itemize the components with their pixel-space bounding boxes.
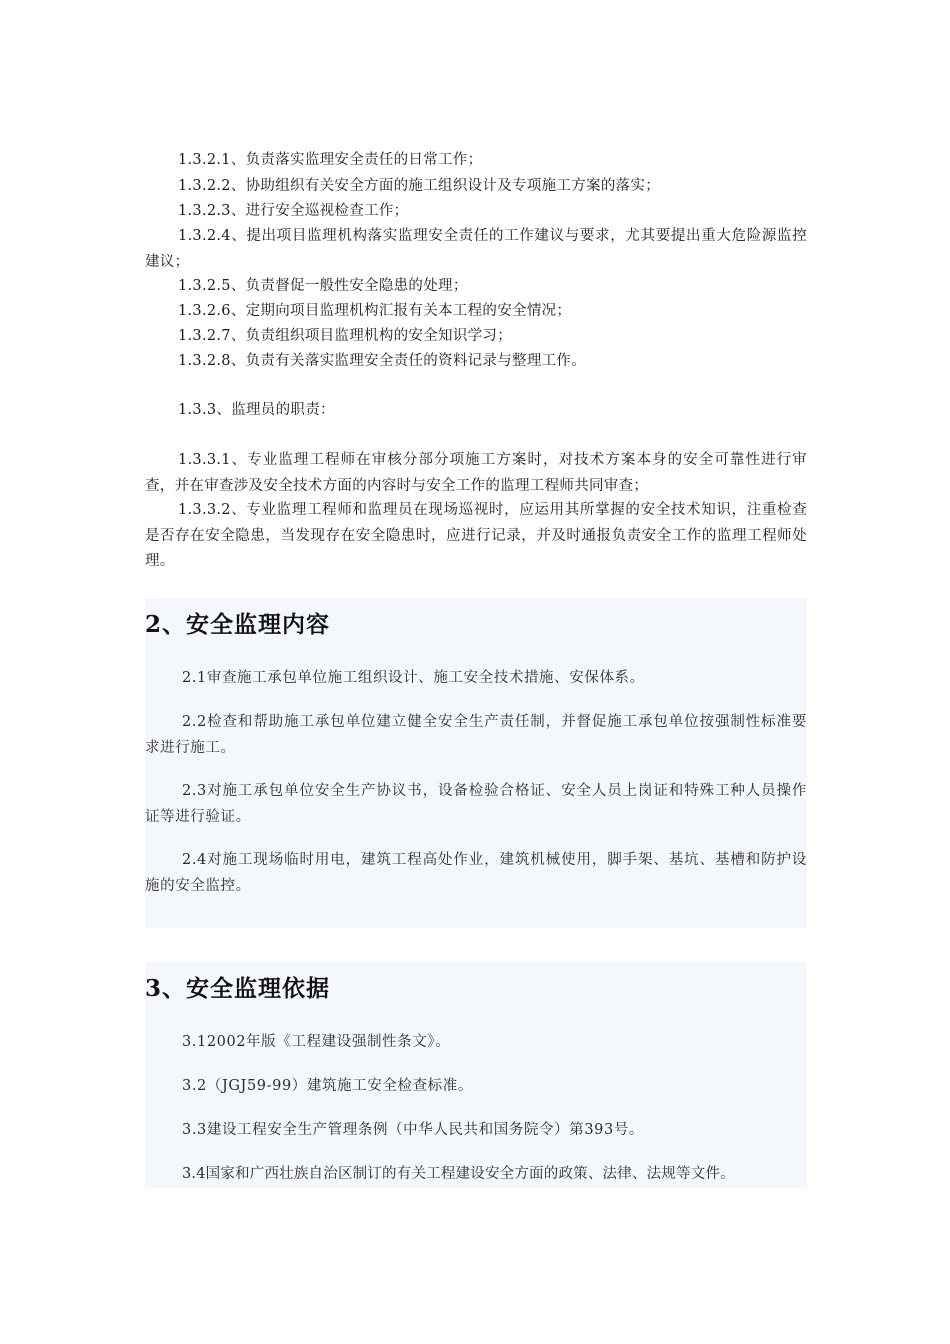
section2-title: 2、安全监理内容 [145, 611, 331, 638]
clause-1-3-2-1: 1.3.2.1、负责落实监理安全责任的日常工作； [178, 152, 483, 168]
section2-item-4: 2.4对施工现场临时用电，建筑工程高处作业，建筑机械使用，脚手架、基坑、基槽和防护设施的安全监控。 [145, 852, 807, 894]
clause-1-3-3-1: 1.3.3.1、专业监理工程师在审核分部分项施工方案时，对技术方案本身的安全可靠性进行审查，并在审查涉及安全技术方面的内容时与安全工作的监理工程师共同审查； [145, 452, 807, 494]
section3-title: 3、安全监理依据 [145, 975, 331, 1002]
section3-item-3: 3.3建设工程安全生产管理条例（中华人民共和国务院令）第393号。 [182, 1122, 645, 1138]
section3-item-2: 3.2（JGJ59-99）建筑施工安全检查标准。 [182, 1078, 473, 1094]
section2-item-2: 2.2检查和帮助施工承包单位建立健全安全生产责任制，并督促施工承包单位按强制性标准要求进行施工。 [145, 714, 807, 756]
section2-item-3: 2.3对施工承包单位安全生产协议书，设备检验合格证、安全人员上岗证和特殊工种人员操作证等进行验证。 [145, 783, 807, 825]
subheading-1-3-3: 1.3.3、监理员的职责： [178, 402, 335, 418]
clause-1-3-2-4: 1.3.2.4、提出项目监理机构落实监理安全责任的工作建议与要求，尤其要提出重大危险源监控建议； [145, 228, 807, 270]
clause-1-3-2-8: 1.3.2.8、负责有关落实监理安全责任的资料记录与整理工作。 [178, 353, 587, 369]
clause-1-3-2-3: 1.3.2.3、进行安全巡视检查工作； [178, 203, 409, 219]
section3-item-4: 3.4国家和广西壮族自治区制订的有关工程建设安全方面的政策、法律、法规等文件。 [182, 1166, 735, 1182]
section2-item-1: 2.1审查施工承包单位施工组织设计、施工安全技术措施、安保体系。 [182, 670, 645, 686]
section3-item-1: 3.12002年版《工程建设强制性条文》。 [182, 1034, 451, 1050]
clause-1-3-2-5: 1.3.2.5、负责督促一般性安全隐患的处理； [178, 278, 468, 294]
clause-1-3-2-2: 1.3.2.2、协助组织有关安全方面的施工组织设计及专项施工方案的落实； [178, 178, 661, 194]
clause-1-3-2-6: 1.3.2.6、定期向项目监理机构汇报有关本工程的安全情况； [178, 303, 572, 319]
clause-1-3-2-7: 1.3.2.7、负责组织项目监理机构的安全知识学习； [178, 328, 513, 344]
clause-1-3-3-2: 1.3.3.2、专业监理工程师和监理员在现场巡视时，应运用其所掌握的安全技术知识，注重检查是否存在安全隐患，当发现存在安全隐患时，应进行记录，并及时通报负责安全工作的监理工程师处理。 [145, 502, 807, 569]
